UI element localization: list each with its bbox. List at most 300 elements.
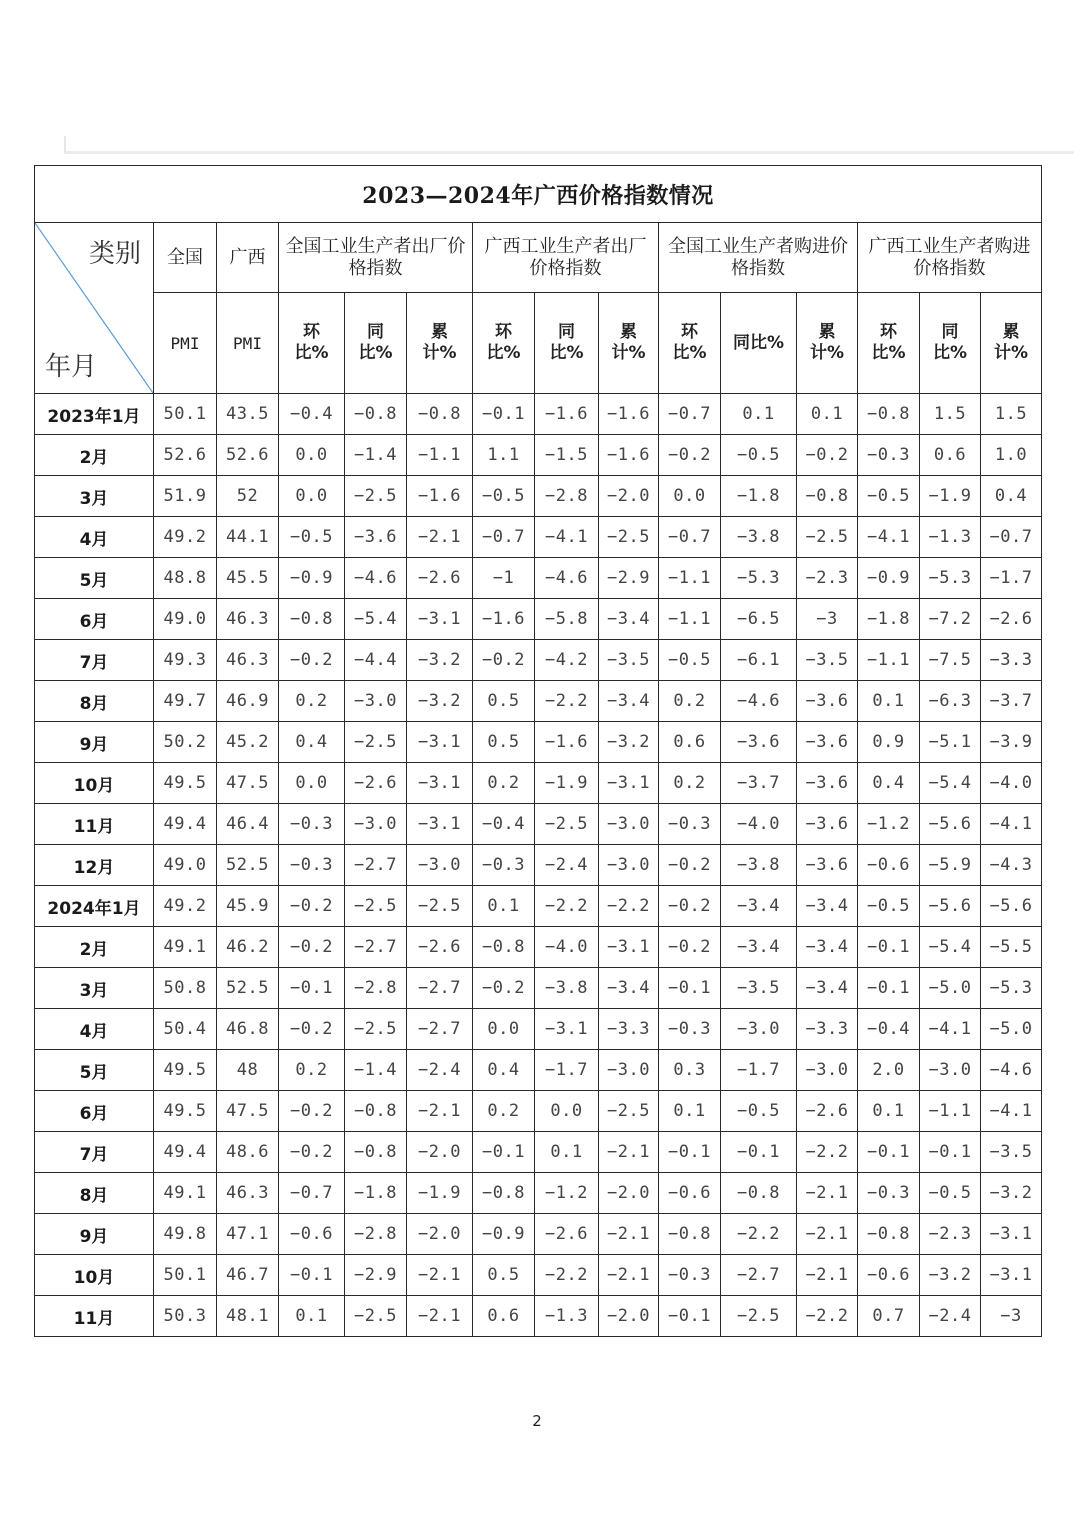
cell-guangxi-ppirm-cum: −3.5 (981, 1132, 1042, 1173)
row-label: 3月 (35, 968, 154, 1009)
cell-guangxi-ppi-mom: −0.2 (473, 640, 535, 681)
page-header-rule (64, 136, 1074, 154)
cell-national-ppi-cum: −2.6 (407, 558, 473, 599)
cell-guangxi-ppi-cum: −2.0 (599, 476, 659, 517)
cell-guangxi-ppi-mom: −0.2 (473, 968, 535, 1009)
cell-national-ppi-mom: −0.7 (279, 1173, 345, 1214)
cell-guangxi-ppi-yoy: −2.2 (535, 886, 599, 927)
table-row (35, 1091, 1042, 1132)
cell-pmi-national: 50.2 (154, 722, 217, 763)
cell-national-ppi-mom: −0.1 (279, 1255, 345, 1296)
cell-national-ppirm-mom: −1.1 (659, 599, 721, 640)
row-label: 6月 (35, 1091, 154, 1132)
cell-national-ppi-yoy: −1.4 (345, 435, 407, 476)
row-label: 6月 (35, 599, 154, 640)
cell-national-ppi-cum: −2.7 (407, 1009, 473, 1050)
cell-guangxi-ppi-mom: 1.1 (473, 435, 535, 476)
cell-guangxi-ppi-yoy: −3.1 (535, 1009, 599, 1050)
cell-pmi-national: 49.4 (154, 1132, 217, 1173)
cell-guangxi-ppirm-cum: −3.1 (981, 1214, 1042, 1255)
cell-guangxi-ppi-mom: −0.7 (473, 517, 535, 558)
cell-national-ppirm-yoy: −4.6 (721, 681, 797, 722)
cell-pmi-national: 49.5 (154, 1050, 217, 1091)
subheader-guangxi-ppirm-yoy: 同 比% (920, 293, 981, 394)
cell-guangxi-ppirm-yoy: −5.6 (920, 804, 981, 845)
cell-pmi-national: 50.4 (154, 1009, 217, 1050)
cell-guangxi-ppi-cum: −3.4 (599, 681, 659, 722)
cell-national-ppirm-cum: −2.1 (797, 1173, 858, 1214)
cell-national-ppi-mom: −0.3 (279, 804, 345, 845)
cell-guangxi-ppi-cum: −1.6 (599, 394, 659, 435)
cell-guangxi-ppirm-mom: −0.1 (858, 968, 920, 1009)
cell-national-ppi-mom: −0.2 (279, 886, 345, 927)
cell-guangxi-ppi-mom: −0.1 (473, 1132, 535, 1173)
cell-guangxi-ppi-cum: −2.9 (599, 558, 659, 599)
cell-national-ppirm-mom: 0.6 (659, 722, 721, 763)
subheader-guangxi-ppi-yoy: 同 比% (535, 293, 599, 394)
cell-national-ppirm-cum: −2.3 (797, 558, 858, 599)
cell-national-ppirm-mom: −0.8 (659, 1214, 721, 1255)
cell-national-ppirm-mom: 0.2 (659, 763, 721, 804)
cell-pmi-national: 50.8 (154, 968, 217, 1009)
cell-guangxi-ppi-yoy: −1.6 (535, 722, 599, 763)
cell-national-ppirm-mom: −0.2 (659, 927, 721, 968)
cell-national-ppirm-cum: −3.4 (797, 886, 858, 927)
cell-pmi-national: 49.1 (154, 1173, 217, 1214)
cell-guangxi-ppirm-yoy: −0.5 (920, 1173, 981, 1214)
cell-pmi-guangxi: 48.6 (217, 1132, 279, 1173)
cell-guangxi-ppi-mom: −0.3 (473, 845, 535, 886)
cell-guangxi-ppi-cum: −2.5 (599, 517, 659, 558)
row-label: 3月 (35, 476, 154, 517)
cell-guangxi-ppi-mom: −1 (473, 558, 535, 599)
row-label: 10月 (35, 763, 154, 804)
cell-guangxi-ppi-cum: −1.6 (599, 435, 659, 476)
cell-guangxi-ppirm-mom: −0.1 (858, 1132, 920, 1173)
row-label: 12月 (35, 845, 154, 886)
cell-guangxi-ppirm-cum: −4.1 (981, 804, 1042, 845)
cell-national-ppi-yoy: −2.5 (345, 476, 407, 517)
cell-guangxi-ppirm-yoy: −5.3 (920, 558, 981, 599)
cell-guangxi-ppirm-mom: −1.2 (858, 804, 920, 845)
subheader-national-ppirm-yoy: 同比% (721, 293, 797, 394)
cell-guangxi-ppi-cum: −2.1 (599, 1132, 659, 1173)
cell-guangxi-ppirm-cum: −3.7 (981, 681, 1042, 722)
cell-guangxi-ppi-mom: −0.5 (473, 476, 535, 517)
cell-guangxi-ppi-yoy: −2.6 (535, 1214, 599, 1255)
cell-national-ppi-cum: −0.8 (407, 394, 473, 435)
cell-pmi-guangxi: 47.1 (217, 1214, 279, 1255)
cell-pmi-national: 50.1 (154, 394, 217, 435)
table-row (35, 1050, 1042, 1091)
subheader-guangxi-ppi-cum: 累 计% (599, 293, 659, 394)
cell-national-ppirm-cum: −3.6 (797, 681, 858, 722)
cell-pmi-national: 51.9 (154, 476, 217, 517)
row-label: 2月 (35, 435, 154, 476)
cell-national-ppi-mom: −0.2 (279, 1132, 345, 1173)
cell-national-ppirm-yoy: −3.6 (721, 722, 797, 763)
cell-national-ppirm-yoy: −0.8 (721, 1173, 797, 1214)
cell-national-ppi-yoy: −1.4 (345, 1050, 407, 1091)
cell-national-ppirm-yoy: −6.5 (721, 599, 797, 640)
cell-guangxi-ppi-mom: 0.5 (473, 1255, 535, 1296)
cell-guangxi-ppirm-mom: 0.7 (858, 1296, 920, 1337)
cell-national-ppi-cum: −2.5 (407, 886, 473, 927)
cell-guangxi-ppirm-mom: −0.4 (858, 1009, 920, 1050)
cell-pmi-guangxi: 45.2 (217, 722, 279, 763)
cell-national-ppirm-yoy: −3.5 (721, 968, 797, 1009)
cell-guangxi-ppi-mom: 0.5 (473, 722, 535, 763)
cell-guangxi-ppirm-mom: 0.9 (858, 722, 920, 763)
table-row (35, 886, 1042, 927)
cell-guangxi-ppirm-yoy: −5.0 (920, 968, 981, 1009)
cell-national-ppirm-yoy: 0.1 (721, 394, 797, 435)
cell-pmi-guangxi: 46.3 (217, 640, 279, 681)
cell-national-ppi-yoy: −4.4 (345, 640, 407, 681)
cell-guangxi-ppirm-yoy: −5.6 (920, 886, 981, 927)
cell-national-ppi-cum: −3.1 (407, 763, 473, 804)
group-header-national-ppi: 全国工业生产者出厂价格指数 (279, 223, 473, 293)
row-label: 10月 (35, 1255, 154, 1296)
cell-national-ppi-mom: −0.9 (279, 558, 345, 599)
cell-guangxi-ppirm-mom: −0.1 (858, 927, 920, 968)
cell-pmi-national: 49.1 (154, 927, 217, 968)
cell-national-ppirm-yoy: −4.0 (721, 804, 797, 845)
cell-national-ppi-mom: −0.1 (279, 968, 345, 1009)
cell-national-ppi-mom: 0.2 (279, 1050, 345, 1091)
cell-guangxi-ppirm-mom: −0.6 (858, 1255, 920, 1296)
cell-guangxi-ppirm-cum: −4.6 (981, 1050, 1042, 1091)
cell-national-ppirm-cum: −3.3 (797, 1009, 858, 1050)
subheader-national-ppi-yoy: 同 比% (345, 293, 407, 394)
cell-national-ppi-mom: −0.2 (279, 1009, 345, 1050)
row-label: 11月 (35, 1296, 154, 1337)
cell-pmi-guangxi: 46.3 (217, 1173, 279, 1214)
cell-pmi-guangxi: 48.1 (217, 1296, 279, 1337)
cell-pmi-guangxi: 45.9 (217, 886, 279, 927)
cell-guangxi-ppi-cum: −3.0 (599, 1050, 659, 1091)
cell-guangxi-ppi-mom: 0.2 (473, 1091, 535, 1132)
cell-national-ppirm-mom: −0.5 (659, 640, 721, 681)
cell-guangxi-ppi-cum: −2.5 (599, 1091, 659, 1132)
cell-guangxi-ppi-yoy: −1.6 (535, 394, 599, 435)
cell-guangxi-ppi-yoy: −1.2 (535, 1173, 599, 1214)
cell-national-ppi-cum: −2.1 (407, 1255, 473, 1296)
cell-pmi-guangxi: 43.5 (217, 394, 279, 435)
cell-guangxi-ppirm-cum: 1.0 (981, 435, 1042, 476)
cell-guangxi-ppirm-mom: −0.3 (858, 1173, 920, 1214)
cell-national-ppirm-cum: −0.2 (797, 435, 858, 476)
cell-guangxi-ppi-yoy: −5.8 (535, 599, 599, 640)
cell-pmi-guangxi: 46.7 (217, 1255, 279, 1296)
table-row (35, 558, 1042, 599)
cell-national-ppi-yoy: −3.0 (345, 681, 407, 722)
cell-guangxi-ppi-cum: −3.4 (599, 968, 659, 1009)
cell-guangxi-ppi-mom: 0.2 (473, 763, 535, 804)
cell-pmi-national: 50.1 (154, 1255, 217, 1296)
cell-pmi-guangxi: 46.4 (217, 804, 279, 845)
cell-guangxi-ppi-yoy: −2.2 (535, 1255, 599, 1296)
cell-guangxi-ppi-yoy: −1.9 (535, 763, 599, 804)
cell-guangxi-ppirm-yoy: −7.2 (920, 599, 981, 640)
cell-national-ppi-yoy: −2.5 (345, 1296, 407, 1337)
cell-national-ppirm-cum: −2.1 (797, 1214, 858, 1255)
subheader-guangxi-ppirm-cum: 累 计% (981, 293, 1042, 394)
cell-pmi-national: 50.3 (154, 1296, 217, 1337)
cell-pmi-guangxi: 48 (217, 1050, 279, 1091)
cell-national-ppirm-mom: −0.1 (659, 1132, 721, 1173)
cell-guangxi-ppi-cum: −2.1 (599, 1255, 659, 1296)
cell-guangxi-ppi-yoy: −3.8 (535, 968, 599, 1009)
cell-national-ppirm-yoy: −3.4 (721, 886, 797, 927)
subheader-national-ppi-cum: 累 计% (407, 293, 473, 394)
cell-national-ppirm-yoy: −0.5 (721, 435, 797, 476)
cell-national-ppirm-cum: −3.4 (797, 927, 858, 968)
cell-guangxi-ppirm-yoy: −1.9 (920, 476, 981, 517)
cell-guangxi-ppi-yoy: −1.7 (535, 1050, 599, 1091)
row-label: 8月 (35, 1173, 154, 1214)
cell-guangxi-ppirm-yoy: −5.1 (920, 722, 981, 763)
subheader-national-ppirm-cum: 累 计% (797, 293, 858, 394)
group-header-guangxi-ppi: 广西工业生产者出厂价格指数 (473, 223, 659, 293)
cell-guangxi-ppirm-cum: 1.5 (981, 394, 1042, 435)
cell-national-ppi-mom: 0.0 (279, 763, 345, 804)
cell-guangxi-ppirm-cum: −3.9 (981, 722, 1042, 763)
cell-national-ppirm-yoy: −3.7 (721, 763, 797, 804)
table-row (35, 681, 1042, 722)
cell-guangxi-ppirm-mom: −0.9 (858, 558, 920, 599)
cell-national-ppi-cum: −2.0 (407, 1132, 473, 1173)
table-row (35, 1132, 1042, 1173)
cell-pmi-national: 49.8 (154, 1214, 217, 1255)
cell-national-ppi-cum: −2.1 (407, 517, 473, 558)
cell-national-ppirm-yoy: −2.5 (721, 1296, 797, 1337)
cell-national-ppi-yoy: −2.5 (345, 886, 407, 927)
cell-national-ppirm-mom: −0.1 (659, 968, 721, 1009)
cell-pmi-national: 49.2 (154, 886, 217, 927)
cell-guangxi-ppi-yoy: −2.4 (535, 845, 599, 886)
cell-national-ppirm-yoy: −3.0 (721, 1009, 797, 1050)
cell-national-ppirm-mom: 0.0 (659, 476, 721, 517)
cell-national-ppirm-yoy: −3.8 (721, 517, 797, 558)
subheader-pmi-guangxi: PMI (217, 293, 279, 394)
table-row (35, 804, 1042, 845)
cell-guangxi-ppi-yoy: −4.6 (535, 558, 599, 599)
cell-guangxi-ppirm-cum: −5.5 (981, 927, 1042, 968)
cell-guangxi-ppi-mom: 0.4 (473, 1050, 535, 1091)
cell-national-ppirm-mom: −0.6 (659, 1173, 721, 1214)
row-label: 7月 (35, 1132, 154, 1173)
cell-guangxi-ppirm-cum: −4.0 (981, 763, 1042, 804)
corner-year-month-label: 年月 (45, 352, 98, 382)
cell-pmi-guangxi: 52.5 (217, 845, 279, 886)
cell-pmi-national: 49.0 (154, 845, 217, 886)
cell-national-ppi-mom: 0.1 (279, 1296, 345, 1337)
subheader-guangxi-ppi-mom: 环 比% (473, 293, 535, 394)
cell-national-ppi-mom: −0.2 (279, 640, 345, 681)
cell-national-ppi-cum: −2.1 (407, 1296, 473, 1337)
cell-pmi-national: 49.5 (154, 1091, 217, 1132)
cell-guangxi-ppi-cum: −3.5 (599, 640, 659, 681)
cell-guangxi-ppirm-mom: −0.8 (858, 394, 920, 435)
cell-national-ppirm-cum: −2.2 (797, 1132, 858, 1173)
cell-pmi-guangxi: 46.2 (217, 927, 279, 968)
cell-guangxi-ppirm-mom: −4.1 (858, 517, 920, 558)
row-label: 5月 (35, 558, 154, 599)
table-row (35, 968, 1042, 1009)
row-label: 5月 (35, 1050, 154, 1091)
table-row (35, 1173, 1042, 1214)
cell-guangxi-ppirm-yoy: −2.4 (920, 1296, 981, 1337)
corner-header-cell (35, 223, 154, 394)
page-number: 2 (532, 1412, 542, 1430)
cell-national-ppi-yoy: −2.7 (345, 927, 407, 968)
cell-national-ppirm-mom: −0.3 (659, 1009, 721, 1050)
cell-national-ppi-mom: −0.4 (279, 394, 345, 435)
cell-national-ppirm-mom: −0.7 (659, 394, 721, 435)
cell-pmi-guangxi: 47.5 (217, 763, 279, 804)
group-header-guangxi: 广西 (217, 223, 279, 293)
cell-national-ppi-yoy: −3.6 (345, 517, 407, 558)
cell-national-ppirm-mom: 0.2 (659, 681, 721, 722)
cell-guangxi-ppi-yoy: −1.5 (535, 435, 599, 476)
cell-pmi-national: 52.6 (154, 435, 217, 476)
cell-national-ppi-cum: −2.0 (407, 1214, 473, 1255)
cell-national-ppi-cum: −1.1 (407, 435, 473, 476)
cell-guangxi-ppi-mom: −0.1 (473, 394, 535, 435)
cell-national-ppi-yoy: −4.6 (345, 558, 407, 599)
cell-guangxi-ppirm-yoy: −2.3 (920, 1214, 981, 1255)
cell-guangxi-ppirm-cum: −0.7 (981, 517, 1042, 558)
cell-guangxi-ppi-mom: −0.8 (473, 1173, 535, 1214)
cell-national-ppi-mom: −0.3 (279, 845, 345, 886)
cell-national-ppirm-yoy: −5.3 (721, 558, 797, 599)
cell-pmi-national: 49.2 (154, 517, 217, 558)
cell-national-ppirm-yoy: −1.8 (721, 476, 797, 517)
cell-pmi-national: 48.8 (154, 558, 217, 599)
group-header-national-ppirm: 全国工业生产者购进价格指数 (659, 223, 858, 293)
cell-guangxi-ppi-mom: 0.0 (473, 1009, 535, 1050)
cell-guangxi-ppi-cum: −2.1 (599, 1214, 659, 1255)
cell-guangxi-ppirm-yoy: 1.5 (920, 394, 981, 435)
row-label: 9月 (35, 722, 154, 763)
cell-national-ppirm-cum: −2.6 (797, 1091, 858, 1132)
cell-national-ppi-cum: −3.2 (407, 640, 473, 681)
cell-pmi-national: 49.4 (154, 804, 217, 845)
cell-national-ppi-cum: −3.1 (407, 599, 473, 640)
cell-guangxi-ppi-yoy: −1.3 (535, 1296, 599, 1337)
cell-national-ppi-mom: −0.2 (279, 1091, 345, 1132)
cell-guangxi-ppi-cum: −3.3 (599, 1009, 659, 1050)
cell-guangxi-ppirm-mom: 0.1 (858, 1091, 920, 1132)
cell-national-ppi-yoy: −3.0 (345, 804, 407, 845)
cell-national-ppirm-cum: −3 (797, 599, 858, 640)
cell-national-ppirm-mom: −0.2 (659, 435, 721, 476)
cell-pmi-national: 49.0 (154, 599, 217, 640)
table-row (35, 1255, 1042, 1296)
cell-pmi-guangxi: 52 (217, 476, 279, 517)
table-row (35, 599, 1042, 640)
cell-national-ppirm-cum: −0.8 (797, 476, 858, 517)
cell-guangxi-ppirm-cum: −5.6 (981, 886, 1042, 927)
cell-guangxi-ppirm-yoy: −1.1 (920, 1091, 981, 1132)
cell-guangxi-ppirm-mom: 2.0 (858, 1050, 920, 1091)
table-row (35, 722, 1042, 763)
cell-guangxi-ppirm-mom: −1.1 (858, 640, 920, 681)
cell-guangxi-ppirm-cum: −3.1 (981, 1255, 1042, 1296)
cell-national-ppi-cum: −3.1 (407, 722, 473, 763)
cell-national-ppi-yoy: −5.4 (345, 599, 407, 640)
cell-guangxi-ppirm-yoy: −4.1 (920, 1009, 981, 1050)
price-index-table (34, 165, 1042, 1337)
cell-national-ppirm-yoy: −1.7 (721, 1050, 797, 1091)
cell-guangxi-ppi-mom: −1.6 (473, 599, 535, 640)
cell-guangxi-ppi-cum: −2.0 (599, 1296, 659, 1337)
cell-national-ppirm-yoy: −0.5 (721, 1091, 797, 1132)
cell-guangxi-ppi-yoy: −4.2 (535, 640, 599, 681)
cell-national-ppi-cum: −3.2 (407, 681, 473, 722)
cell-guangxi-ppirm-yoy: −3.0 (920, 1050, 981, 1091)
cell-guangxi-ppirm-mom: −1.8 (858, 599, 920, 640)
row-label: 8月 (35, 681, 154, 722)
table-row (35, 1296, 1042, 1337)
row-label: 2023年1月 (35, 394, 154, 435)
cell-guangxi-ppi-yoy: 0.0 (535, 1091, 599, 1132)
cell-national-ppirm-cum: −3.6 (797, 804, 858, 845)
cell-guangxi-ppirm-mom: −0.5 (858, 886, 920, 927)
cell-guangxi-ppirm-cum: −1.7 (981, 558, 1042, 599)
cell-guangxi-ppirm-mom: −0.6 (858, 845, 920, 886)
cell-guangxi-ppi-yoy: 0.1 (535, 1132, 599, 1173)
cell-national-ppi-yoy: −2.8 (345, 968, 407, 1009)
cell-national-ppi-yoy: −2.6 (345, 763, 407, 804)
cell-guangxi-ppi-yoy: −2.5 (535, 804, 599, 845)
cell-national-ppirm-mom: 0.3 (659, 1050, 721, 1091)
group-header-national: 全国 (154, 223, 217, 293)
cell-guangxi-ppirm-yoy: −3.2 (920, 1255, 981, 1296)
cell-national-ppirm-yoy: −3.4 (721, 927, 797, 968)
cell-guangxi-ppirm-cum: 0.4 (981, 476, 1042, 517)
row-label: 9月 (35, 1214, 154, 1255)
row-label: 7月 (35, 640, 154, 681)
cell-national-ppirm-cum: −3.6 (797, 845, 858, 886)
cell-national-ppi-yoy: −0.8 (345, 1132, 407, 1173)
cell-pmi-guangxi: 52.5 (217, 968, 279, 1009)
table-row (35, 640, 1042, 681)
cell-national-ppi-mom: 0.4 (279, 722, 345, 763)
table-row (35, 927, 1042, 968)
cell-guangxi-ppi-mom: −0.8 (473, 927, 535, 968)
table-title: 2023—2024年广西价格指数情况 (35, 166, 1042, 223)
cell-guangxi-ppirm-yoy: 0.6 (920, 435, 981, 476)
cell-guangxi-ppirm-yoy: −5.9 (920, 845, 981, 886)
cell-guangxi-ppirm-cum: −5.3 (981, 968, 1042, 1009)
cell-pmi-national: 49.3 (154, 640, 217, 681)
cell-national-ppi-yoy: −2.5 (345, 722, 407, 763)
cell-national-ppi-cum: −2.7 (407, 968, 473, 1009)
cell-national-ppirm-cum: −3.6 (797, 722, 858, 763)
row-label: 2024年1月 (35, 886, 154, 927)
cell-national-ppirm-cum: 0.1 (797, 394, 858, 435)
cell-national-ppi-yoy: −2.9 (345, 1255, 407, 1296)
cell-guangxi-ppi-yoy: −2.8 (535, 476, 599, 517)
cell-guangxi-ppirm-cum: −4.3 (981, 845, 1042, 886)
cell-pmi-guangxi: 52.6 (217, 435, 279, 476)
cell-guangxi-ppi-cum: −3.2 (599, 722, 659, 763)
cell-national-ppi-mom: −0.5 (279, 517, 345, 558)
cell-guangxi-ppirm-mom: 0.4 (858, 763, 920, 804)
cell-guangxi-ppi-cum: −3.0 (599, 804, 659, 845)
